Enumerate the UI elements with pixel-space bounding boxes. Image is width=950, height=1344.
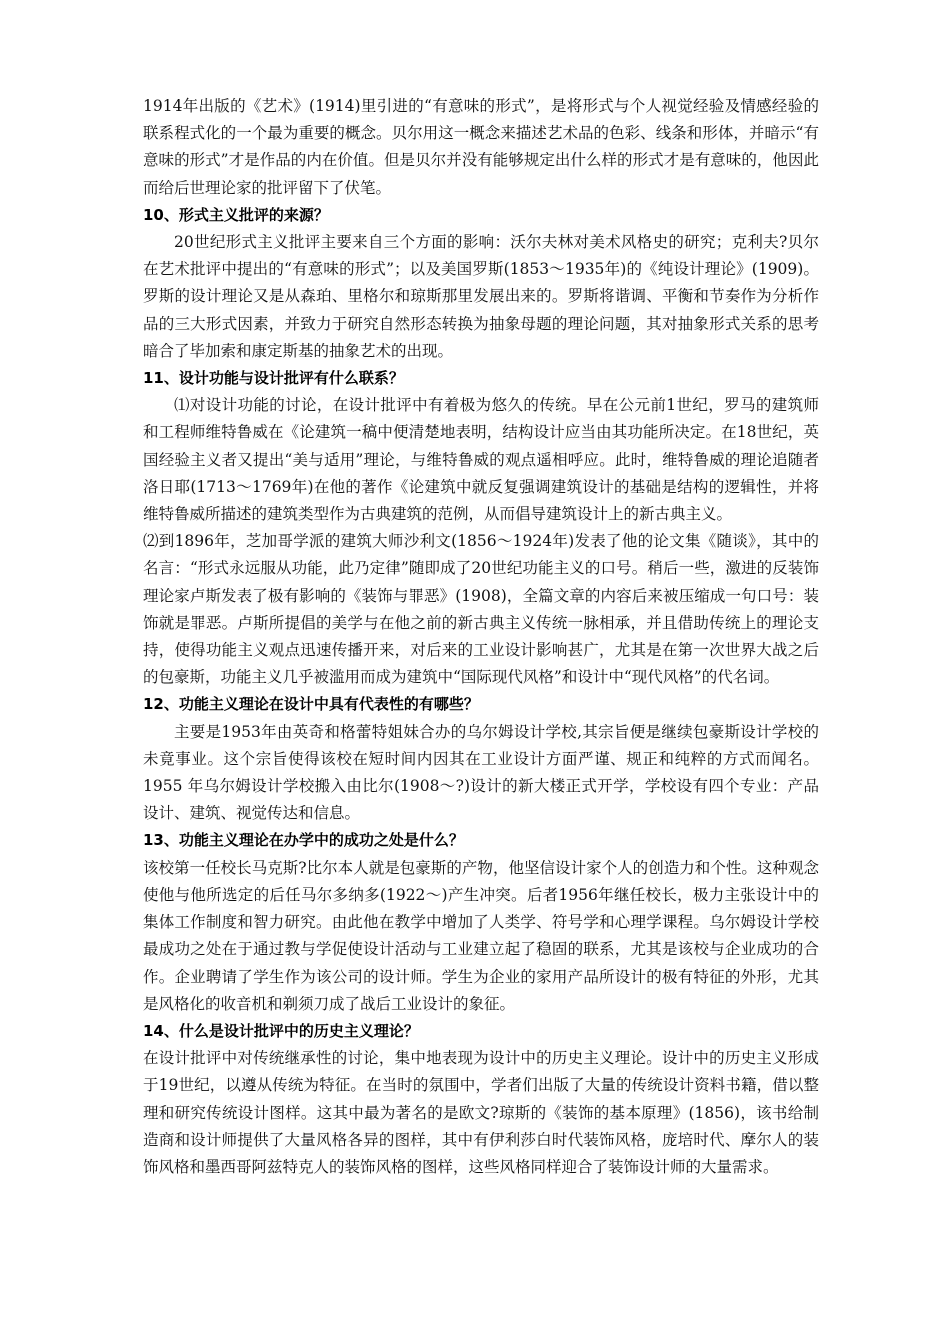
section-11-heading: 11、设计功能与设计批评有什么联系？ xyxy=(143,369,404,388)
section-11-paragraph-1: ⑴对设计功能的讨论，在设计批评中有着极为悠久的传统。早在公元前1世纪，罗马的建筑师和工程师维特鲁威在《论建筑一稿中便清楚地表明，结构设计应当由其功能所决定。在18世纪，英国经验主义者又提出“美与适用”理论，与维特鲁威的观点遥相呼应。此时，维特鲁威的理论追随者洛日耶(1713～1769年)在他的著作《论建筑中就反复强调建筑设计的基础是结构的逻辑性，并将维特鲁威所描述的建筑类型作为古典建筑的范例，从而倡导建筑设计上的新古典主义。 xyxy=(143,396,819,524)
section-14-paragraph: 在设计批评中对传统继承性的讨论，集中地表现为设计中的历史主义理论。设计中的历史主义形成于19世纪，以遵从传统为特征。在当时的氛围中，学者们出版了大量的传统设计资料书籍，借以整理和研究传统设计图样。这其中最为著名的是欧文?琼斯的《装饰的基本原理》(1856)，该书给制造商和设计师提供了大量风格各异的图样，其中有伊利莎白时代装饰风格，庞培时代、摩尔人的装饰风格和墨西哥阿兹特克人的装饰风格的图样，这些风格同样迎合了装饰设计师的大量需求。 xyxy=(143,1049,819,1176)
section-12-heading: 12、功能主义理论在设计中具有代表性的有哪些？ xyxy=(143,695,479,714)
section-11-paragraph-2: ⑵到1896年，芝加哥学派的建筑大师沙利文(1856～1924年)发表了他的论文集《随谈》，其中的名言：“形式永远服从功能，此乃定律”随即成了20世纪功能主义的口号。稍后一些，激进的反装饰理论家卢斯发表了极有影响的《装饰与罪恶》(1908)，全篇文章的内容后来被压缩成一句口号：装饰就是罪恶。卢斯所提倡的美学与在他之前的新古典主义传统一脉相承，并且借助传统上的理论支持，使得功能主义观点迅速传播开来，对后来的工业设计影响甚广，尤其是在第一次世界大战之后的包豪斯，功能主义几乎被滥用而成为建筑中“国际现代风格”和设计中“现代风格”的代名词。 xyxy=(143,532,819,687)
section-10-paragraph: 20世纪形式主义批评主要来自三个方面的影响：沃尔夫林对美术风格史的研究；克利夫?贝尔在艺术批评中提出的“有意味的形式”；以及美国罗斯(1853～1935年)的《纯设计理论》(1909)。罗斯的设计理论又是从森珀、里格尔和琼斯那里发展出来的。罗斯将谐调、平衡和节奏作为分析作品的三大形式因素，并致力于研究自然形态转换为抽象母题的理论问题，其对抽象形式关系的思考暗合了毕加索和康定斯基的抽象艺术的出现。 xyxy=(143,233,819,360)
section-10-heading: 10、形式主义批评的来源？ xyxy=(143,205,329,224)
section-12-paragraph: 主要是1953年由英奇和格蕾特姐妹合办的乌尔姆设计学校,其宗旨便是继续包豪斯设计学校的未竟事业。这个宗旨使得该校在短时间内因其在工业设计方面严谨、规正和纯粹的方式而闻名。1955 年乌尔姆设计学校搬入由比尔(1908～?)设计的新大楼正式开学，学校设有四个专业：产品设计、建筑、视觉传达和信息。 xyxy=(143,722,819,823)
section-14-heading: 14、什么是设计批评中的历史主义理论？ xyxy=(143,1021,419,1040)
section-13-heading: 13、功能主义理论在办学中的成功之处是什么？ xyxy=(143,831,464,850)
section-13-paragraph: 该校第一任校长马克斯?比尔本人就是包豪斯的产物，他坚信设计家个人的创造力和个性。这种观念使他与他所选定的后任马尔多纳多(1922～)产生冲突。后者1956年继任校长，极力主张设计中的集体工作制度和智力研究。由此他在教学中增加了人类学、符号学和心理学课程。乌尔姆设计学校最成功之处在于通过教与学促使设计活动与工业建立起了稳固的联系，尤其是该校与企业成功的合作。企业聘请了学生作为该公司的设计师。学生为企业的家用产品所设计的极有特征的外形，尤其是风格化的收音机和剃须刀成了战后工业设计的象征。 xyxy=(143,858,819,1013)
document-page xyxy=(143,93,819,1181)
intro-paragraph: 1914年出版的《艺术》(1914)里引进的“有意味的形式”，是将形式与个人视觉经验及情感经验的联系程式化的一个最为重要的概念。贝尔用这一概念来描述艺术品的色彩、线条和形体，并暗示“有意味的形式”才是作品的内在价值。但是贝尔并没有能够规定出什么样的形式才是有意味的，他因此而给后世理论家的批评留下了伏笔。 xyxy=(143,97,819,197)
